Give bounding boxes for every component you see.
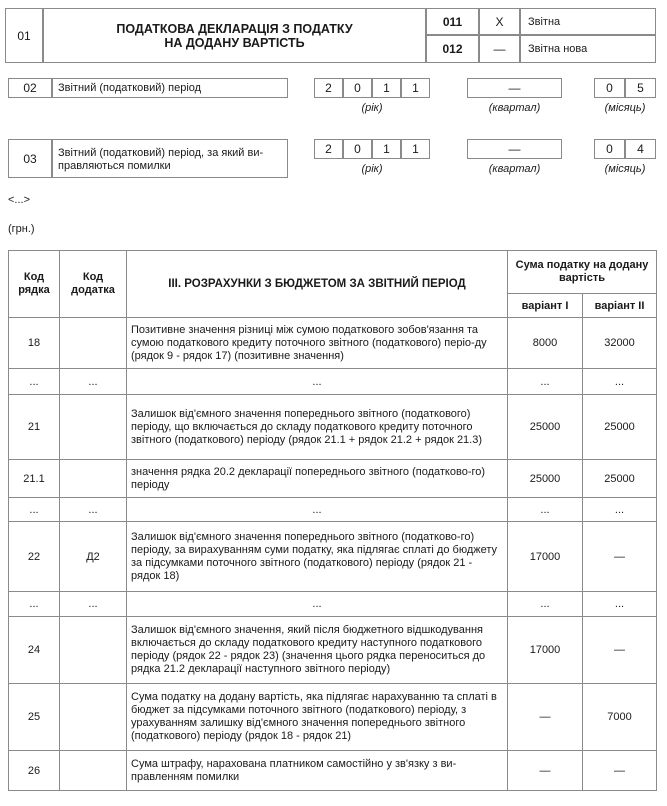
- annex-code: [60, 684, 127, 751]
- value-variant-1: —: [508, 751, 583, 791]
- row-code: 22: [9, 522, 60, 592]
- corrected-year-digit-2[interactable]: 0: [343, 139, 372, 159]
- annex-code: [60, 395, 127, 460]
- row-code: 26: [9, 751, 60, 791]
- value-variant-1: 8000: [508, 318, 583, 369]
- corrected-year-digit-1[interactable]: 2: [314, 139, 343, 159]
- table-row: [9, 751, 657, 791]
- table-row: [9, 617, 657, 684]
- value-variant-1: ...: [508, 369, 583, 395]
- table-row: [9, 522, 657, 592]
- row-description: Сума податку на додану вартість, яка підлягає нарахуванню та сплаті в бюджет за підсумками поточного звітного (податкового) періоду, з урахуванням залишку від'ємного значення попереднього звітного (податкового) періоду (рядок 18 - рядок 21): [127, 684, 508, 751]
- row-code: 21: [9, 395, 60, 460]
- value-variant-2: 25000: [583, 460, 657, 498]
- table-row: [9, 684, 657, 751]
- corrected-year-digit-3[interactable]: 1: [372, 139, 401, 159]
- period-month-digit-1[interactable]: 0: [594, 78, 625, 98]
- corrected-year-digit-4[interactable]: 1: [401, 139, 430, 159]
- row-code: 25: [9, 684, 60, 751]
- corrected-month-digit-1[interactable]: 0: [594, 139, 625, 159]
- value-variant-1: ...: [508, 498, 583, 522]
- corrected-period-label-line-1: Звітний (податковий) період, за який ви-: [58, 147, 264, 159]
- table-row: [9, 318, 657, 369]
- table-row: [9, 592, 657, 617]
- value-variant-2: —: [583, 522, 657, 592]
- annex-code: Д2: [60, 522, 127, 592]
- annex-code: [60, 460, 127, 498]
- row-code: ...: [9, 369, 60, 395]
- period-code: 02: [8, 78, 52, 98]
- row-description: ...: [127, 498, 508, 522]
- period-quarter-field[interactable]: —: [467, 78, 562, 98]
- row-code: 18: [9, 318, 60, 369]
- row-code: ...: [9, 498, 60, 522]
- page-title: [43, 8, 426, 63]
- row-description: ...: [127, 369, 508, 395]
- value-variant-1: ...: [508, 592, 583, 617]
- type-label-011: Звітна: [520, 8, 656, 35]
- type-label-012: Звітна нова: [520, 35, 656, 63]
- value-variant-1: —: [508, 684, 583, 751]
- row-code: ...: [9, 592, 60, 617]
- value-variant-1: 17000: [508, 617, 583, 684]
- col-sum-header: Сума податку на додану вартість: [508, 251, 657, 294]
- period-year-digit-1[interactable]: 2: [314, 78, 343, 98]
- corrected-month-caption: (місяць): [604, 163, 646, 175]
- corrected-month-digit-2[interactable]: 4: [625, 139, 656, 159]
- value-variant-2: 25000: [583, 395, 657, 460]
- corrected-period-label-line-2: правляються помилки: [58, 160, 171, 172]
- corrected-period-label: [52, 139, 288, 178]
- value-variant-2: ...: [583, 498, 657, 522]
- currency-note: (грн.): [8, 223, 35, 235]
- value-variant-2: —: [583, 617, 657, 684]
- period-month-caption: (місяць): [604, 102, 646, 114]
- value-variant-1: 17000: [508, 522, 583, 592]
- corrected-period-code: 03: [8, 139, 52, 178]
- table-row: [9, 460, 657, 498]
- title-line-2: НА ДОДАНУ ВАРТІСТЬ: [164, 35, 305, 50]
- section-title: ІІІ. РОЗРАХУНКИ З БЮДЖЕТОМ ЗА ЗВІТНИЙ ПЕРІОД: [127, 251, 508, 318]
- table-row: [9, 498, 657, 522]
- annex-code: ...: [60, 369, 127, 395]
- table-row: [9, 369, 657, 395]
- value-variant-2: ...: [583, 369, 657, 395]
- period-label: Звітний (податковий) період: [52, 78, 288, 98]
- period-year-digit-3[interactable]: 1: [372, 78, 401, 98]
- table-row: [9, 395, 657, 460]
- period-month-digit-2[interactable]: 5: [625, 78, 656, 98]
- corrected-year-caption: (рік): [361, 163, 383, 175]
- annex-code: ...: [60, 592, 127, 617]
- row-description: Залишок від'ємного значення попереднього звітного (податкового) періоду, що включається до складу податкового кредиту поточного звітного (податкового) періоду (рядок 21.1 + рядок 21.2 + рядок 21.3): [127, 395, 508, 460]
- value-variant-2: 7000: [583, 684, 657, 751]
- value-variant-2: 32000: [583, 318, 657, 369]
- period-quarter-caption: (квартал): [488, 102, 541, 114]
- row-description: Залишок від'ємного значення, який після бюджетного відшкодування включається до складу податкового кредиту наступного податкового періоду (рядок 22 - рядок 23) (значення цього рядка переноситься до рядка 21.2 декларації наступного звітного періоду): [127, 617, 508, 684]
- value-variant-1: 25000: [508, 460, 583, 498]
- period-year-digit-2[interactable]: 0: [343, 78, 372, 98]
- title-line-1: ПОДАТКОВА ДЕКЛАРАЦІЯ З ПОДАТКУ: [116, 21, 353, 36]
- row-description: значення рядка 20.2 декларації попереднього звітного (податково-го) періоду: [127, 460, 508, 498]
- col-variant-2-header: варіант II: [583, 294, 657, 318]
- annex-code: ...: [60, 498, 127, 522]
- corrected-quarter-field[interactable]: —: [467, 139, 562, 159]
- value-variant-1: 25000: [508, 395, 583, 460]
- row-code: 24: [9, 617, 60, 684]
- row-description: ...: [127, 592, 508, 617]
- col-annex-code-header: Код додатка: [60, 251, 127, 318]
- annex-code: [60, 617, 127, 684]
- type-mark-checkbox-012[interactable]: —: [479, 35, 520, 63]
- period-year-caption: (рік): [361, 102, 383, 114]
- row-description: Сума штрафу, нарахована платником самостійно у зв'язку з ви-правленням помилки: [127, 751, 508, 791]
- corrected-quarter-caption: (квартал): [488, 163, 541, 175]
- type-mark-checkbox-011[interactable]: X: [479, 8, 520, 35]
- row-description: Залишок від'ємного значення попереднього звітного (податково-го) періоду, за вирахуванням суми податку, яка підлягає сплаті до бюджету за підсумками поточного звітного (податкового) періоду (рядок 21 - рядок 18): [127, 522, 508, 592]
- annex-code: [60, 751, 127, 791]
- row-code: 21.1: [9, 460, 60, 498]
- row-description: Позитивне значення різниці між сумою податкового зобов'язання та сумою податкового кредиту поточного звітного (податкового) періо-ду (рядок 9 - рядок 17) (позитивне значення): [127, 318, 508, 369]
- ellipsis-note: <...>: [8, 194, 31, 206]
- budget-calculation-table: [8, 250, 657, 791]
- annex-code: [60, 318, 127, 369]
- type-code-011: 011: [426, 8, 479, 35]
- type-code-012: 012: [426, 35, 479, 63]
- header-code: 01: [5, 8, 43, 63]
- value-variant-2: ...: [583, 592, 657, 617]
- value-variant-2: —: [583, 751, 657, 791]
- col-variant-1-header: варіант I: [508, 294, 583, 318]
- period-year-digit-4[interactable]: 1: [401, 78, 430, 98]
- col-row-code-header: Код рядка: [9, 251, 60, 318]
